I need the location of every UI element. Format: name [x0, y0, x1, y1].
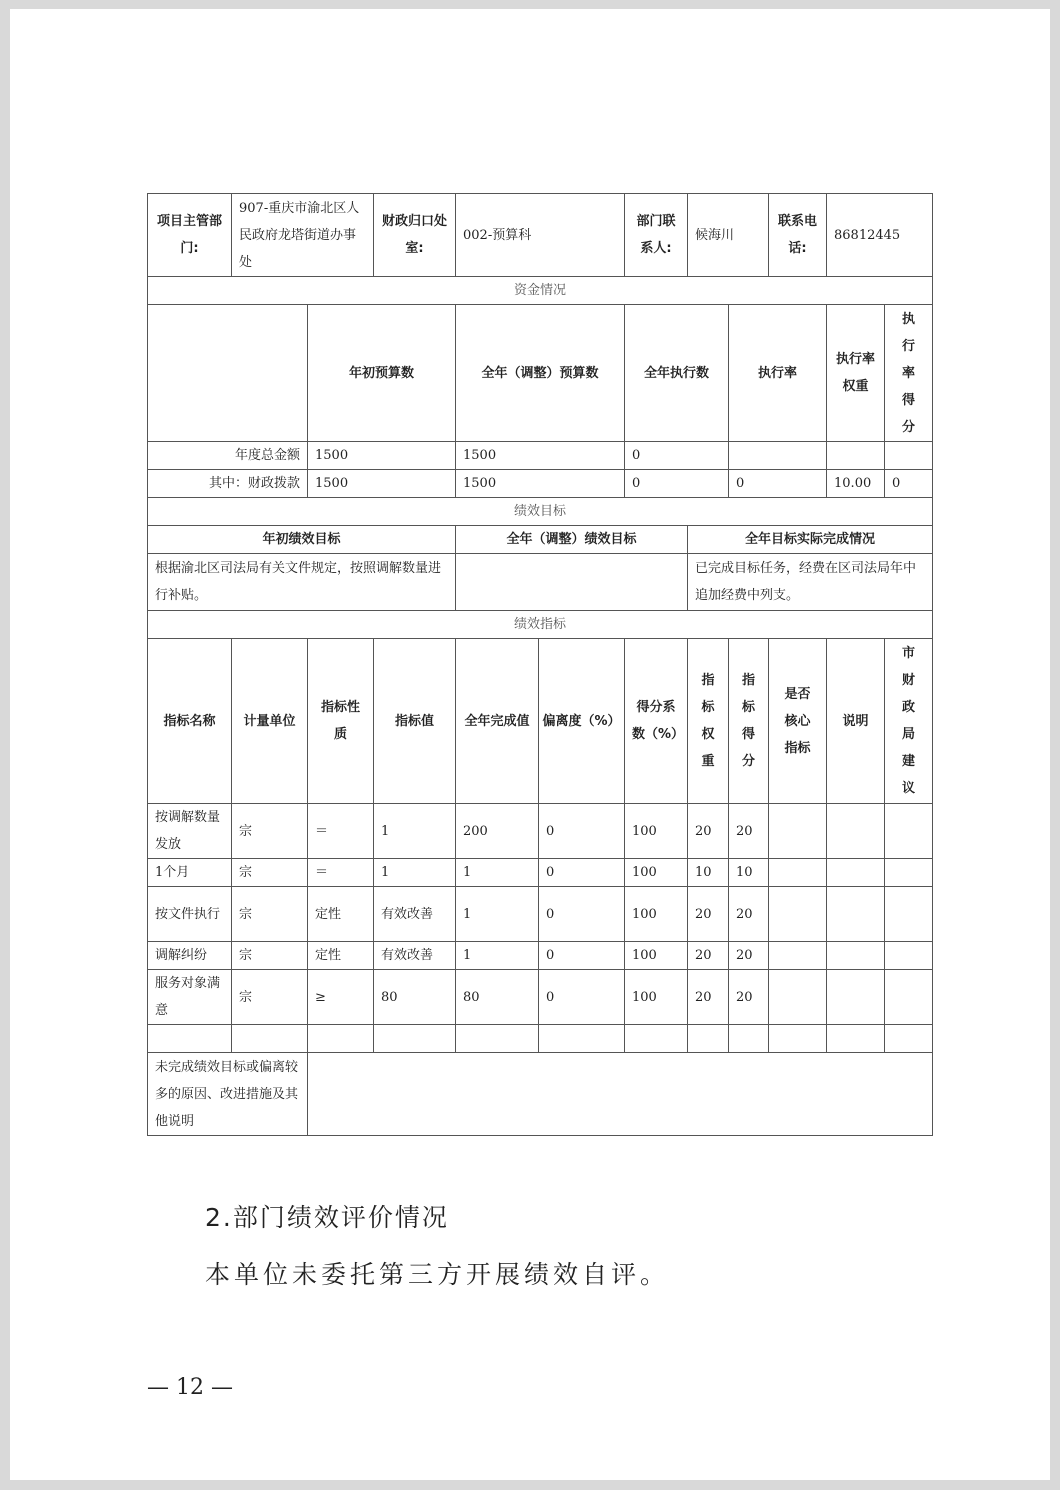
indicator-cell: [625, 1025, 688, 1053]
finance-value: 002-预算科: [456, 194, 625, 277]
indicator-cell: [885, 1025, 933, 1053]
indicator-cell: [688, 1025, 729, 1053]
funds-cell: 1500: [308, 470, 456, 498]
funds-blank-header: [148, 305, 308, 442]
funds-cell: 1500: [456, 442, 625, 470]
indicator-cell: [374, 1025, 456, 1053]
indicator-cell: 宗: [232, 804, 308, 859]
indicator-cell: 20: [688, 942, 729, 970]
indicator-cell: 20: [688, 887, 729, 942]
indicator-cell: 1个月: [148, 859, 232, 887]
funds-col-score: 执行率得分: [885, 305, 933, 442]
indicator-cell: 宗: [232, 970, 308, 1025]
funds-col-initial: 年初预算数: [308, 305, 456, 442]
indicators-section-title: 绩效指标: [148, 611, 933, 639]
finance-label: 财政归口处室:: [374, 194, 456, 277]
funds-row-label: 其中：财政拨款: [148, 470, 308, 498]
funds-cell: 0: [625, 470, 729, 498]
ind-col-score: 指标得分: [729, 639, 769, 804]
goals-initial: 根据渝北区司法局有关文件规定，按照调解数量进行补贴。: [148, 554, 456, 611]
ind-col-coefficient: 得分系数（%）: [625, 639, 688, 804]
indicator-cell: 0: [539, 887, 625, 942]
indicator-cell: [232, 1025, 308, 1053]
indicator-cell: 按文件执行: [148, 887, 232, 942]
indicator-cell: [769, 804, 827, 859]
indicator-cell: [769, 970, 827, 1025]
indicator-cell: 宗: [232, 942, 308, 970]
funds-col-executed: 全年执行数: [625, 305, 729, 442]
indicator-cell: [827, 970, 885, 1025]
indicator-cell: 有效改善: [374, 887, 456, 942]
funds-cell: 10.00: [827, 470, 885, 498]
ind-col-completed: 全年完成值: [456, 639, 539, 804]
performance-table: [147, 193, 933, 1136]
ind-col-suggestion: 市财政局建议: [885, 639, 933, 804]
funds-cell: 1500: [456, 470, 625, 498]
funds-header-row: [148, 305, 933, 442]
ind-col-target: 指标值: [374, 639, 456, 804]
indicator-cell: 100: [625, 887, 688, 942]
indicator-cell: 宗: [232, 859, 308, 887]
funds-cell: [729, 442, 827, 470]
indicator-cell: 1: [374, 859, 456, 887]
indicator-cell: 定性: [308, 887, 374, 942]
goals-header-row: [148, 526, 933, 554]
indicator-cell: 100: [625, 804, 688, 859]
indicator-cell: [827, 942, 885, 970]
goals-content-row: [148, 554, 933, 611]
dept-label: 项目主管部门:: [148, 194, 232, 277]
indicator-row: [148, 942, 933, 970]
indicator-cell: 20: [729, 942, 769, 970]
indicator-cell: 调解纠纷: [148, 942, 232, 970]
page-number: — 12 —: [147, 1375, 233, 1400]
indicator-cell: 1: [456, 942, 539, 970]
indicator-cell: ＝: [308, 804, 374, 859]
funds-col-adjusted: 全年（调整）预算数: [456, 305, 625, 442]
remark-row: [148, 1053, 933, 1136]
indicator-cell: [827, 887, 885, 942]
goals-col-actual: 全年目标实际完成情况: [688, 526, 933, 554]
indicator-cell: [769, 859, 827, 887]
ind-col-nature: 指标性质: [308, 639, 374, 804]
contact-label: 部门联系人:: [625, 194, 688, 277]
indicator-cell: [456, 1025, 539, 1053]
indicator-cell: 20: [688, 970, 729, 1025]
indicator-cell: 1: [374, 804, 456, 859]
goals-section-title: 绩效目标: [148, 498, 933, 526]
indicator-cell: 80: [374, 970, 456, 1025]
indicator-cell: [769, 1025, 827, 1053]
indicator-cell: [827, 1025, 885, 1053]
goals-col-adjusted: 全年（调整）绩效目标: [456, 526, 688, 554]
indicator-cell: 10: [729, 859, 769, 887]
indicator-cell: 100: [625, 942, 688, 970]
remark-label: 未完成绩效目标或偏离较多的原因、改进措施及其他说明: [148, 1053, 308, 1136]
indicator-cell: 20: [729, 970, 769, 1025]
indicator-cell: 定性: [308, 942, 374, 970]
header-row: [148, 194, 933, 277]
funds-col-rate: 执行率: [729, 305, 827, 442]
indicator-cell: 0: [539, 804, 625, 859]
body-paragraph: 本单位未委托第三方开展绩效自评。: [205, 1260, 670, 1289]
indicator-cell: [885, 859, 933, 887]
goals-col-initial: 年初绩效目标: [148, 526, 456, 554]
funds-cell: 0: [885, 470, 933, 498]
funds-row: [148, 442, 933, 470]
ind-col-deviation: 偏离度（%）: [539, 639, 625, 804]
indicators-header-row: [148, 639, 933, 804]
indicator-cell: 20: [688, 804, 729, 859]
indicator-cell: 20: [729, 887, 769, 942]
indicator-cell: [827, 859, 885, 887]
indicator-cell: 有效改善: [374, 942, 456, 970]
indicator-cell: 0: [539, 942, 625, 970]
funds-row-label: 年度总金额: [148, 442, 308, 470]
indicator-row: [148, 804, 933, 859]
indicator-cell: 20: [729, 804, 769, 859]
funds-cell: [827, 442, 885, 470]
funds-cell: [885, 442, 933, 470]
remark-value: [308, 1053, 933, 1136]
phone-value: 86812445: [827, 194, 933, 277]
indicator-cell: [729, 1025, 769, 1053]
indicator-cell: ≥: [308, 970, 374, 1025]
indicator-row: [148, 970, 933, 1025]
funds-col-weight: 执行率权重: [827, 305, 885, 442]
funds-cell: 0: [729, 470, 827, 498]
goals-actual: 已完成目标任务，经费在区司法局年中追加经费中列支。: [688, 554, 933, 611]
indicator-cell: 0: [539, 970, 625, 1025]
indicator-cell: 宗: [232, 887, 308, 942]
indicator-rows: [148, 804, 933, 1053]
indicator-cell: ＝: [308, 859, 374, 887]
indicator-cell: 0: [539, 859, 625, 887]
phone-label: 联系电话:: [769, 194, 827, 277]
indicator-cell: 服务对象满意: [148, 970, 232, 1025]
dept-value: 907-重庆市渝北区人民政府龙塔街道办事处: [232, 194, 374, 277]
indicator-cell: [885, 804, 933, 859]
indicator-cell: 80: [456, 970, 539, 1025]
indicator-cell: 100: [625, 859, 688, 887]
indicator-row: [148, 887, 933, 942]
indicator-cell: 200: [456, 804, 539, 859]
indicator-cell: 按调解数量发放: [148, 804, 232, 859]
section-heading: 2.部门绩效评价情况: [205, 1203, 449, 1232]
indicator-cell: 1: [456, 859, 539, 887]
ind-col-note: 说明: [827, 639, 885, 804]
indicator-cell: [885, 887, 933, 942]
indicator-cell: [885, 942, 933, 970]
indicator-cell: 1: [456, 887, 539, 942]
ind-col-weight: 指标权重: [688, 639, 729, 804]
funds-row: [148, 470, 933, 498]
indicator-cell: [827, 804, 885, 859]
indicator-cell: [148, 1025, 232, 1053]
indicator-cell: 10: [688, 859, 729, 887]
ind-col-unit: 计量单位: [232, 639, 308, 804]
indicator-row: [148, 1025, 933, 1053]
indicator-cell: [308, 1025, 374, 1053]
indicator-cell: [769, 887, 827, 942]
goals-adjusted: [456, 554, 688, 611]
ind-col-name: 指标名称: [148, 639, 232, 804]
funds-cell: 1500: [308, 442, 456, 470]
indicator-cell: [885, 970, 933, 1025]
indicator-cell: 100: [625, 970, 688, 1025]
funds-section-title: 资金情况: [148, 277, 933, 305]
contact-value: 候海川: [688, 194, 769, 277]
ind-col-core: 是否核心指标: [769, 639, 827, 804]
indicator-cell: [539, 1025, 625, 1053]
indicator-row: [148, 859, 933, 887]
indicator-cell: [769, 942, 827, 970]
funds-cell: 0: [625, 442, 729, 470]
